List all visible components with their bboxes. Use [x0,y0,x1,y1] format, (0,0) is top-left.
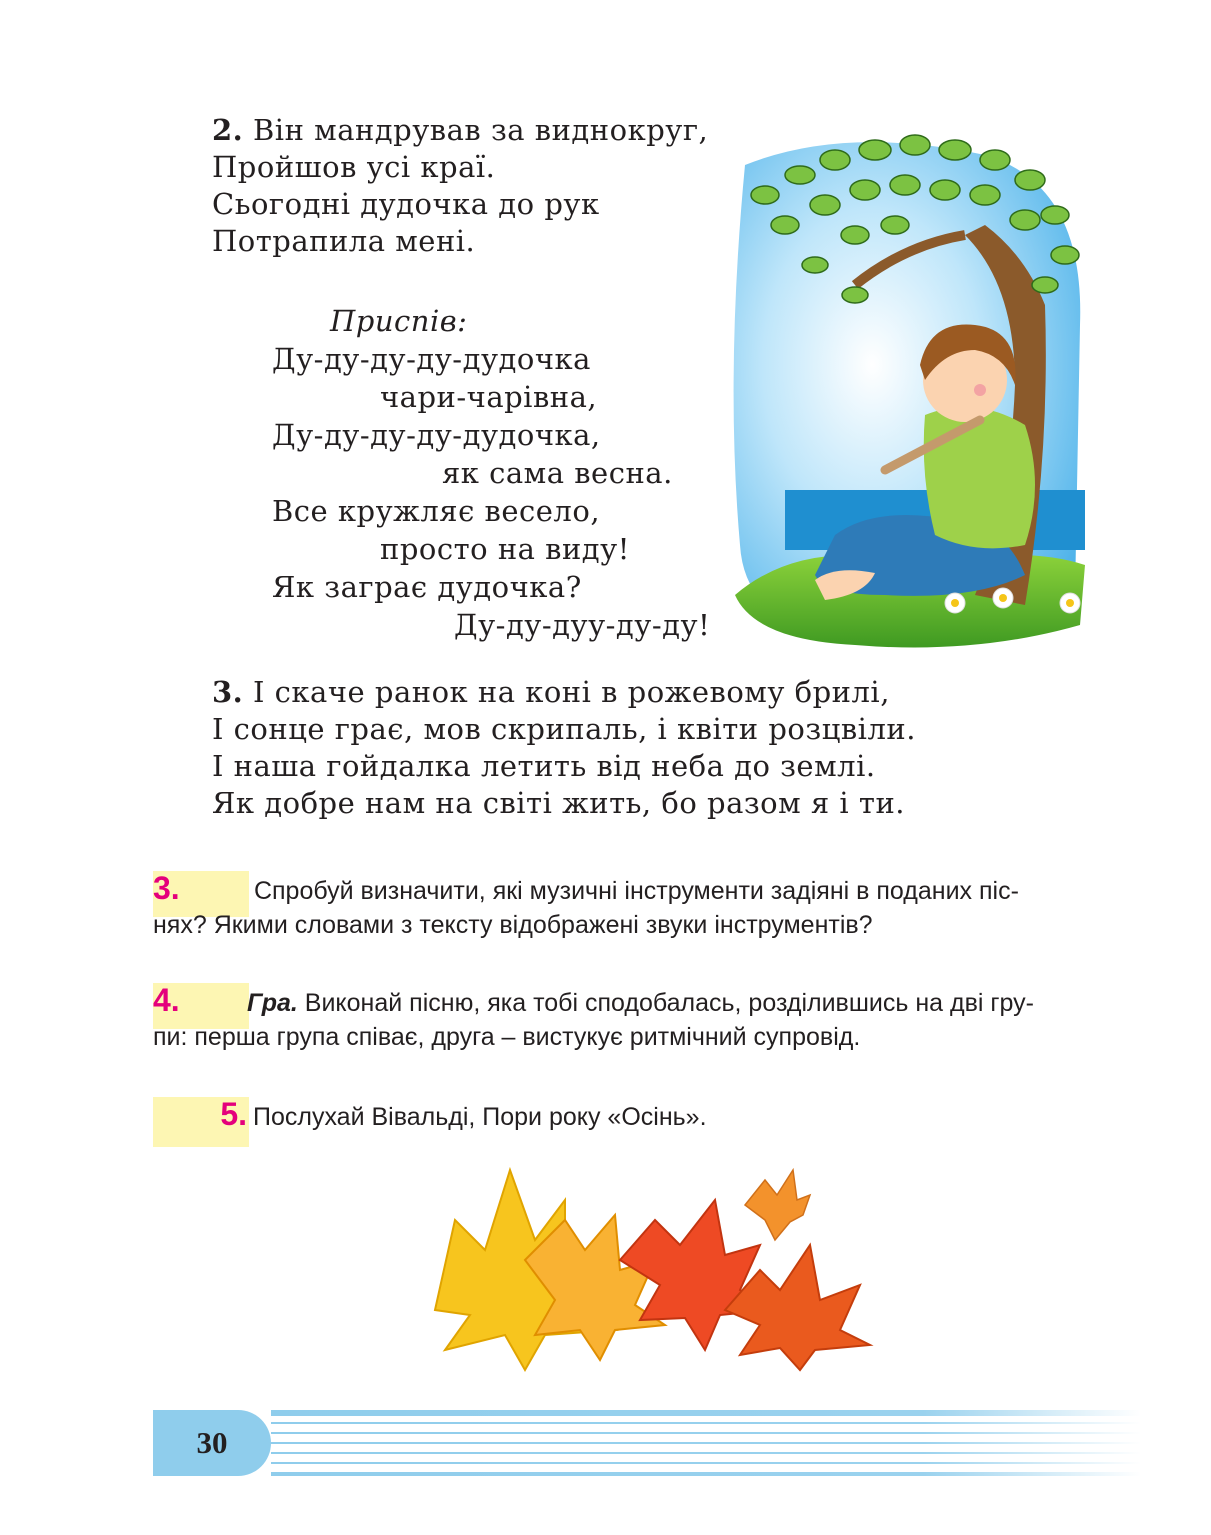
chorus-line-3: Ду-ду-ду-ду-дудочка, [272,418,601,452]
autumn-leaves-illustration [415,1160,880,1375]
footer-lines [271,1410,1141,1476]
task-4-number: 4. [153,982,180,1018]
task-3 [153,871,1125,942]
chorus [272,302,710,644]
chorus-line-1: Ду-ду-ду-ду-дудочка [272,342,591,376]
boy-shirt [924,407,1035,548]
chorus-line-4: як сама весна. [442,456,673,490]
task-4-label: Гра. [247,989,298,1017]
verse-3-line-2: І сонце грає, мов скрипаль, і квіти розцвіли. [212,712,916,746]
task-4 [153,983,1125,1054]
verse-3-line-1: 3. І скаче ранок на коні в рожевому брилі, [212,675,890,709]
verse-2-line-1: 2. Він мандрував за виднокруг, [212,113,709,147]
task-4-line-1: 4. Гра. Виконай пісню, яка тобі сподобалась, розділившись на дві гру- [153,982,1034,1018]
chorus-heading: Приспів: [330,304,468,338]
chorus-line-5: Все кружляє весело, [272,494,601,528]
boy-cheek [974,384,986,396]
task-4-line-2: пи: перша група співає, друга – вистукує ритмічний супровід. [153,1023,861,1051]
verse-3 [212,674,916,822]
maple-leaf-orange-top [745,1170,810,1240]
task-5 [153,1097,1125,1134]
verse-2-number: 2. [212,113,244,147]
task-3-line-2: нях? Якими словами з тексту відображені звуки інструментів? [153,911,873,939]
verse-2 [212,112,708,260]
chorus-line-6: просто на виду! [380,532,630,566]
task-3-line-1: 3. Спробуй визначити, які музичні інструменти задіяні в поданих піс- [153,870,1019,906]
verse-2-line-4: Потрапила мені. [212,224,476,258]
verse-3-line-3: І наша гойдалка летить від неба до землі. [212,749,876,783]
verse-2-line-2: Пройшов усі краї. [212,150,496,184]
verse-3-line-4: Як добре нам на світі жить, бо разом я і ти. [212,786,906,820]
verse-3-number: 3. [212,675,244,709]
task-3-number: 3. [153,870,180,906]
chorus-line-2: чари-чарівна, [380,380,598,414]
chorus-line-7: Як заграє дудочка? [272,570,582,604]
chorus-line-8: Ду-ду-дуу-ду-ду! [454,608,711,642]
page-number: 30 [196,1425,228,1460]
boy-with-flute-illustration [725,125,1095,650]
task-5-line-1: 5. Послухай Вівальді, Пори року «Осінь». [153,1097,1125,1134]
task-5-number: 5. [220,1096,247,1132]
verse-2-line-3: Сьогодні дудочка до рук [212,187,600,221]
